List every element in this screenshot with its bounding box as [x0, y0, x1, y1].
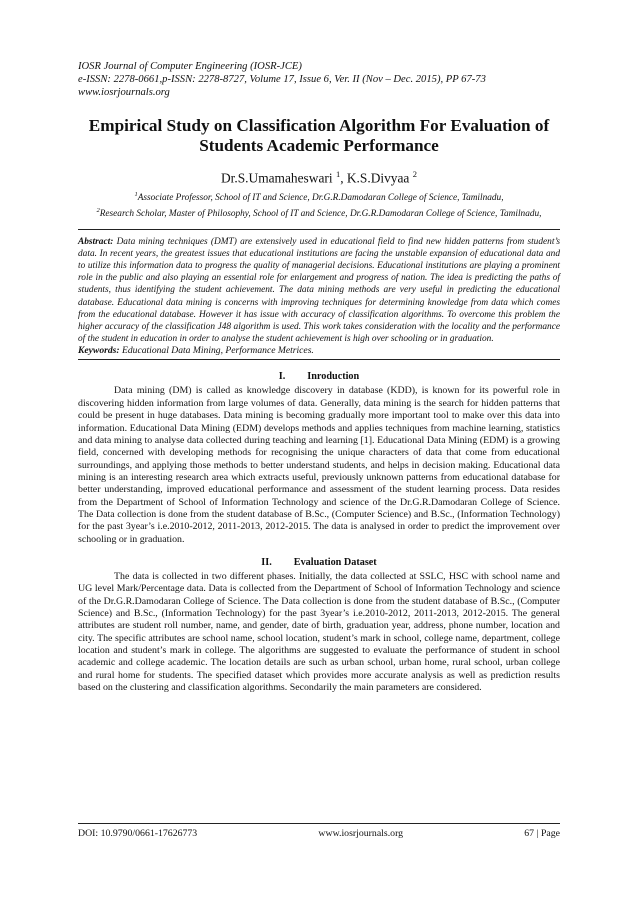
- author-separator: ,: [340, 170, 347, 186]
- keywords-bottom-rule: [78, 359, 560, 360]
- abstract-label: Abstract:: [78, 236, 114, 247]
- paper-page: [78, 60, 560, 694]
- keywords-text: Educational Data Mining, Performance Metrices.: [121, 345, 314, 357]
- author-1-sup: 1: [335, 169, 341, 179]
- author-1: Dr.S.Umamaheswari: [221, 170, 333, 186]
- keywords-label: Keywords:: [78, 345, 120, 357]
- affiliation-1: [78, 189, 560, 205]
- abstract-top-rule: [78, 229, 560, 230]
- footer-page-number: 67 | Page: [524, 828, 560, 839]
- section-heading-introduction: [78, 371, 560, 383]
- section-body-evaluation-dataset: The data is collected in two different phases. Initially, the data collected at SSLC, HSC with school name and UG level Mark/Percentage data. Data is collected from the Department of School of Information Technology and science of the Dr.G.R.Damodaran College of Science. The Data collection is done from the student database of B.Sc., (Computer Science) and B.Sc., (Information Technology) for the past 3year’s i.e.2010-2012, 2011-2013, 2012-2015. The general attributes are student roll number, name, and gender, date of birth, graduation year, address, phone number, location and city. The specific attributes are school name, school location, student’s mark in school, college name, department, college location and student’s mark in college. The algorithms are suggested to evaluate the performance of student in school academic and college academic. The location details are such as urban school, urban home, rural school, urban college and rural home for students. The specified dataset which provides more accurate analysis as well as prediction results based on the clustering and classification algorithms. Secondarily the main parameters are considered.: [78, 570, 560, 694]
- affiliation-1-text: Associate Professor, School of IT and Science, Dr.G.R.Damodaran College of Science, Tamilnadu,: [137, 193, 504, 204]
- footer-site: www.iosrjournals.org: [318, 828, 404, 839]
- paper-title: Empirical Study on Classification Algorithm For Evaluation of Students Academic Performance: [88, 116, 550, 155]
- author-2: K.S.Divyaa: [346, 170, 410, 186]
- affiliation-2-sup: 2: [96, 207, 100, 215]
- section-number: I.: [278, 371, 286, 383]
- journal-issn: e-ISSN: 2278-0661,p-ISSN: 2278-8727, Volume 17, Issue 6, Ver. II (Nov – Dec. 2015), PP 67-73: [78, 74, 486, 85]
- section-number: II.: [261, 556, 272, 568]
- footer-doi: DOI: 10.9790/0661-17626773: [78, 828, 198, 839]
- page-footer: [78, 828, 560, 839]
- author-line: [78, 166, 560, 186]
- affiliations: [78, 189, 560, 220]
- section-heading-evaluation-dataset: [78, 557, 560, 569]
- abstract-text: Data mining techniques (DMT) are extensively used in educational field to find new hidden patterns from student’s data. In recent years, the greatest issues that educational institutions are facing the unstable expansion of educational data and to utilize this information data to progress the quality of managerial decisions. Educational institutions are playing a prominent role in the public and also playing an essential role for enlargement and progress of nation. The idea is predicting the paths of students, thus identifying the student achievement. The data mining methods are very useful in predicting the educational database. Educational data mining is concerns with improving techniques for determining knowledge from data which comes from the educational database. However it has issue with accuracy of classification algorithms. To overcome this problem the higher accuracy of the classification J48 algorithm is used. This work takes consideration with the locality and the performance of the student in education in order to analyse the student achievement is high over schooling or in graduation.: [78, 236, 560, 345]
- affiliation-2: [78, 205, 560, 221]
- footer-rule: [78, 823, 560, 824]
- affiliation-2-text: Research Scholar, Master of Philosophy, School of IT and Science, Dr.G.R.Damodaran College of Science, Tamilnadu,: [99, 209, 542, 220]
- section-title: Evaluation Dataset: [293, 556, 377, 568]
- affiliation-1-sup: 1: [134, 191, 138, 199]
- section-title: Inroduction: [307, 371, 360, 383]
- journal-name: IOSR Journal of Computer Engineering (IOSR-JCE): [78, 61, 302, 72]
- abstract: [78, 236, 560, 346]
- keywords: [78, 345, 560, 357]
- journal-header: [78, 60, 560, 99]
- author-2-sup: 2: [412, 169, 417, 179]
- section-body-introduction: Data mining (DM) is called as knowledge discovery in database (KDD), is known for its powerful role in discovering hidden information from large volumes of data. Generally, data mining is the search for hidden patterns that could be present in huge databases. Data mining is becoming gradually more important tool to make over this data into information. Educational Data Mining (EDM) develops methods and applies techniques from machine learning, statistics and data mining to analyse data collected during teaching and learning [1]. Educational Data Mining (EDM) is a growing field, concerned with developing methods for recognising the unique characters of data that come from educational surroundings, and applying those methods to better understand students, and helps in decision making. Educational data mining is an interesting research area which extracts useful, previously unknown patterns from educational database for better understanding, improved educational performance and assessment of the student learning process. Data resides from the Department of School of Information Technology and science of the Dr.G.R.Damodaran College of Science. The Data collection is done from the student database of B.Sc., (Computer Science) and B.Sc., (Information Technology) for the past 3year’s i.e.2010-2012, 2011-2013, 2012-2015. The data is analysed in order to predict the improvement over schooling or in graduation.: [78, 385, 560, 545]
- journal-url: www.iosrjournals.org: [78, 87, 170, 98]
